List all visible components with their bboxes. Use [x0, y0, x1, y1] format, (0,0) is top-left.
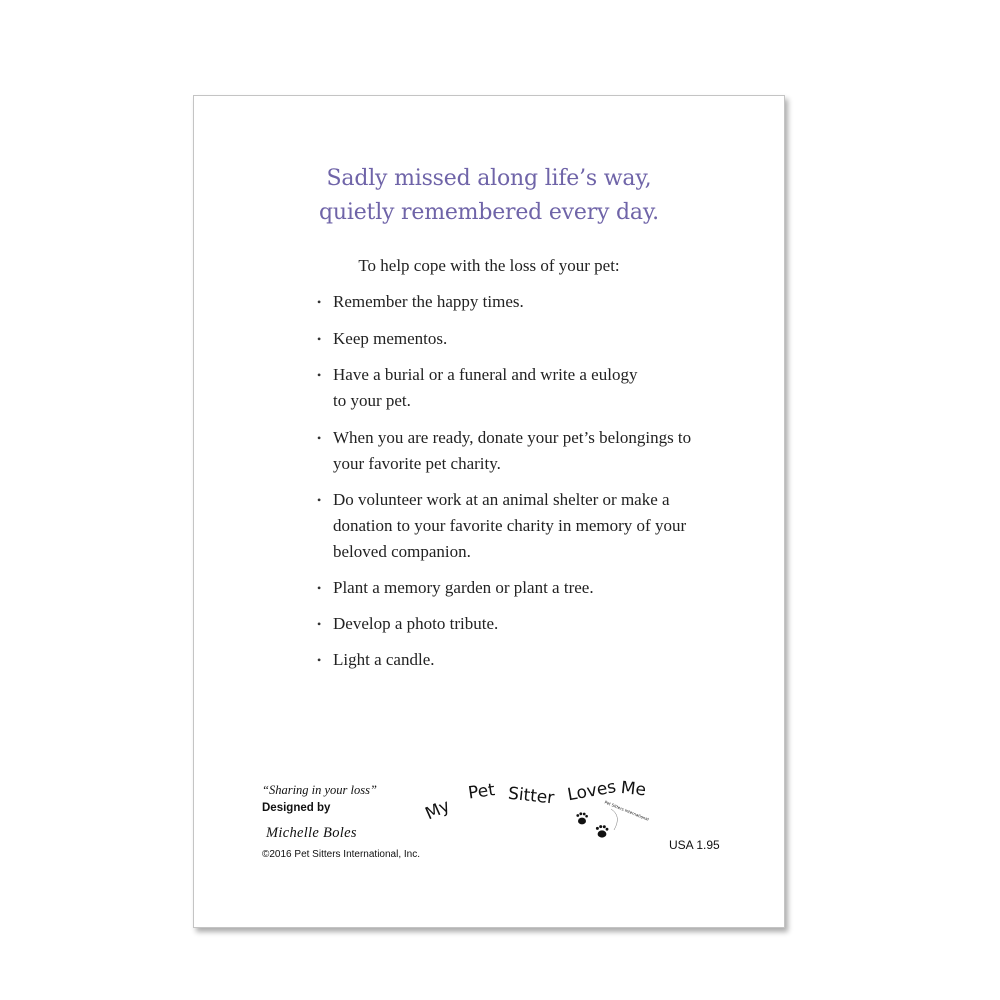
list-item-text: Do volunteer work at an animal shelter or make a — [333, 490, 670, 509]
greeting-card-back — [193, 95, 785, 928]
bullet-icon: • — [317, 295, 322, 309]
list-item — [317, 425, 717, 477]
list-item — [317, 362, 717, 414]
bullet-icon: • — [317, 368, 322, 382]
my-pet-sitter-loves-me-logo — [422, 776, 662, 846]
list-item-text: beloved companion. — [333, 542, 471, 561]
list-item-text: Plant a memory garden or plant a tree. — [333, 578, 594, 597]
seal-icon — [604, 799, 650, 830]
copyright-text: ©2016 Pet Sitters International, Inc. — [262, 849, 421, 860]
list-item-text: Have a burial or a funeral and write a eulogy — [333, 365, 638, 384]
list-item — [317, 326, 717, 352]
paw-prints-icon — [576, 812, 608, 837]
bullet-icon: • — [317, 617, 322, 631]
bullet-icon: • — [317, 493, 322, 507]
logo-word-pet: Pet — [466, 780, 497, 804]
price-label: USA 1.95 — [669, 838, 720, 852]
list-item-text: Keep mementos. — [333, 329, 448, 348]
list-item — [317, 611, 717, 637]
bullet-icon: • — [317, 431, 322, 445]
intro-text: To help cope with the loss of your pet: — [358, 256, 620, 275]
list-item — [317, 647, 717, 673]
list-item-text: donation to your favorite charity in memory of your — [333, 516, 687, 535]
logo-word-loves: Loves — [565, 777, 618, 806]
logo-seal-text: Pet Sitters International — [603, 799, 650, 822]
card-title: “Sharing in your loss” — [262, 783, 377, 797]
list-item — [317, 289, 717, 315]
designer-signature: Michelle Boles — [266, 825, 357, 841]
list-item-text: Develop a photo tribute. — [333, 614, 499, 633]
designed-by-label: Designed by — [262, 802, 331, 814]
bullet-icon: • — [317, 581, 322, 595]
bullet-icon: • — [317, 653, 322, 667]
bullet-icon: • — [317, 332, 322, 346]
list-item-text: Light a candle. — [333, 650, 435, 669]
list-item-text: your favorite pet charity. — [333, 454, 501, 473]
list-item-text: When you are ready, donate your pet’s belongings to — [333, 428, 692, 447]
logo-word-my: My — [422, 795, 454, 825]
verse-line-2: quietly remembered every day. — [319, 200, 659, 225]
logo-word-sitter: Sitter — [507, 783, 556, 809]
list-item-text: to your pet. — [333, 391, 411, 410]
card-credits — [262, 782, 420, 862]
list-item-text: Remember the happy times. — [333, 292, 524, 311]
list-item — [317, 575, 717, 601]
logo-word-me: Me — [619, 777, 648, 801]
verse-line-1: Sadly missed along life’s way, — [326, 166, 652, 191]
list-item — [317, 487, 717, 565]
